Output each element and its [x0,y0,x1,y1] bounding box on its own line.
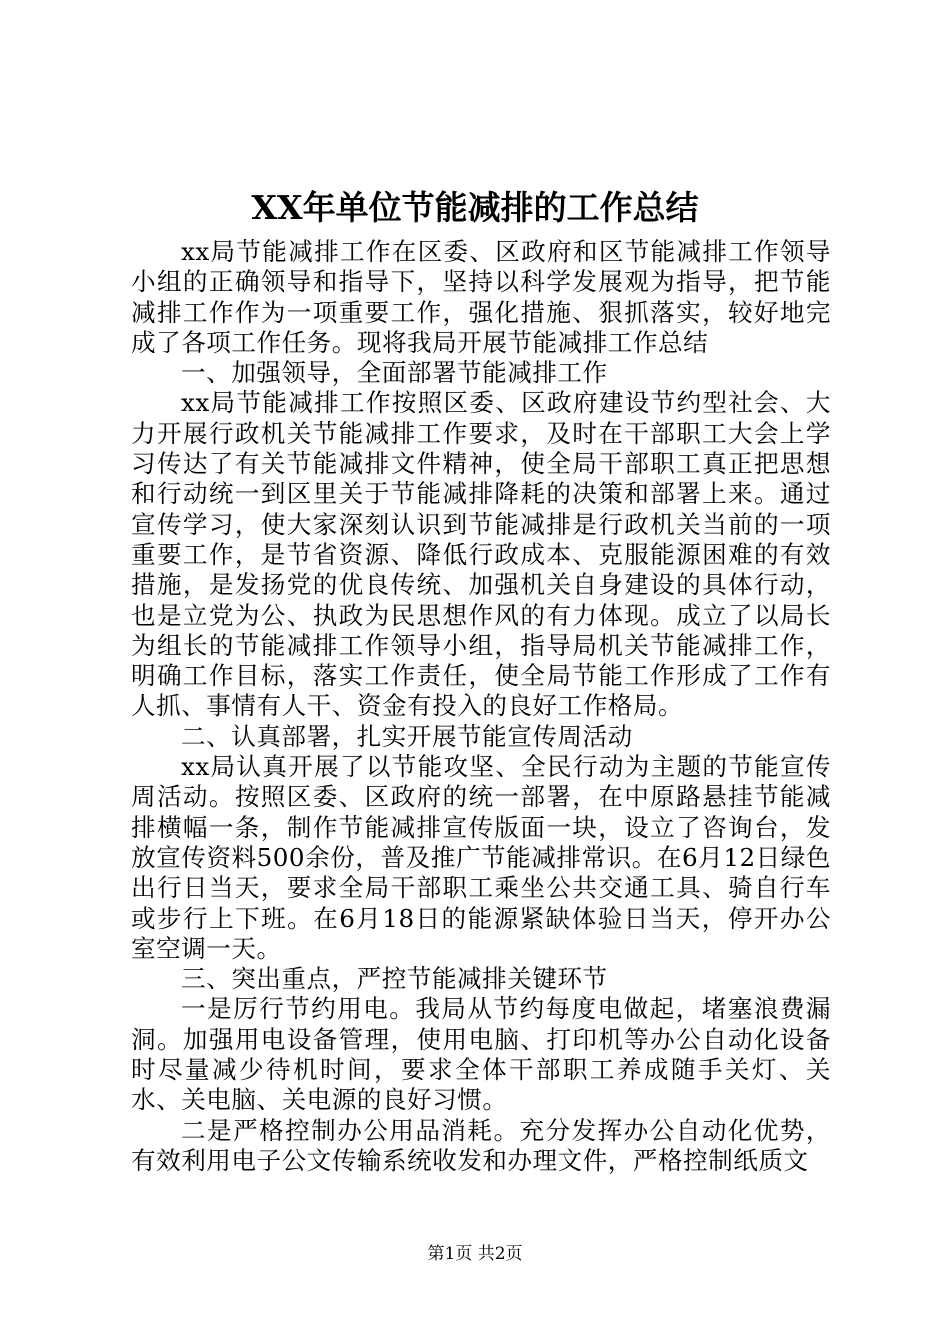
section-heading-3: 三、突出重点，严控节能减排关键环节 [181,964,608,994]
section-2-paragraph: xx局认真开展了以节能攻坚、全民行动为主题的节能宣传周活动。按照区委、区政府的统一部署，在中原路悬挂节能减排横幅一条，制作节能减排宣传版面一块，设立了咨询台，发放宣传资料500余份，普及推广节能减排常识。在6月12日绿色出行日当天，要求全局干部职工乘坐公共交通工具、骑自行车或步行上下班。在6月18日的能源紧缺体验日当天，停开办公室空调一天。 [131,752,831,963]
section-3-paragraph-1: 一是厉行节约用电。我局从节约每度电做起，堵塞浪费漏洞。加强用电设备管理，使用电脑、打印机等办公自动化设备时尽量减少待机时间，要求全体干部职工养成随手关灯、关水、关电脑、关电源的良好习惯。 [131,994,831,1115]
document-body [131,237,831,1176]
section-1-paragraph: xx局节能减排工作按照区委、区政府建设节约型社会、大力开展行政机关节能减排工作要求，及时在干部职工大会上学习传达了有关节能减排文件精神，使全局干部职工真正把思想和行动统一到区里关于节能减排降耗的决策和部署上来。通过宣传学习，使大家深刻认识到节能减排是行政机关当前的一项重要工作，是节省资源、降低行政成本、克服能源困难的有效措施，是发扬党的优良传统、加强机关自身建设的具体行动，也是立党为公、执政为民思想作风的有力体现。成立了以局长为组长的节能减排工作领导小组，指导局机关节能减排工作，明确工作目标，落实工作责任，使全局节能工作形成了工作有人抓、事情有人干、资金有投入的良好工作格局。 [131,388,831,721]
document-title: XX年单位节能减排的工作总结 [251,188,699,227]
section-heading-2: 二、认真部署，扎实开展节能宣传周活动 [181,721,633,751]
page-number-footer: 第1页 共2页 [427,1244,523,1264]
intro-paragraph: xx局节能减排工作在区委、区政府和区节能减排工作领导小组的正确领导和指导下，坚持以科学发展观为指导，把节能减排工作作为一项重要工作，强化措施、狠抓落实，较好地完成了各项工作任务。现将我局开展节能减排工作总结 [131,237,831,357]
section-3-paragraph-2: 二是严格控制办公用品消耗。充分发挥办公自动化优势，有效利用电子公文传输系统收发和办理文件，严格控制纸质文 [131,1115,831,1175]
section-heading-1: 一、加强领导，全面部署节能减排工作 [181,358,608,388]
